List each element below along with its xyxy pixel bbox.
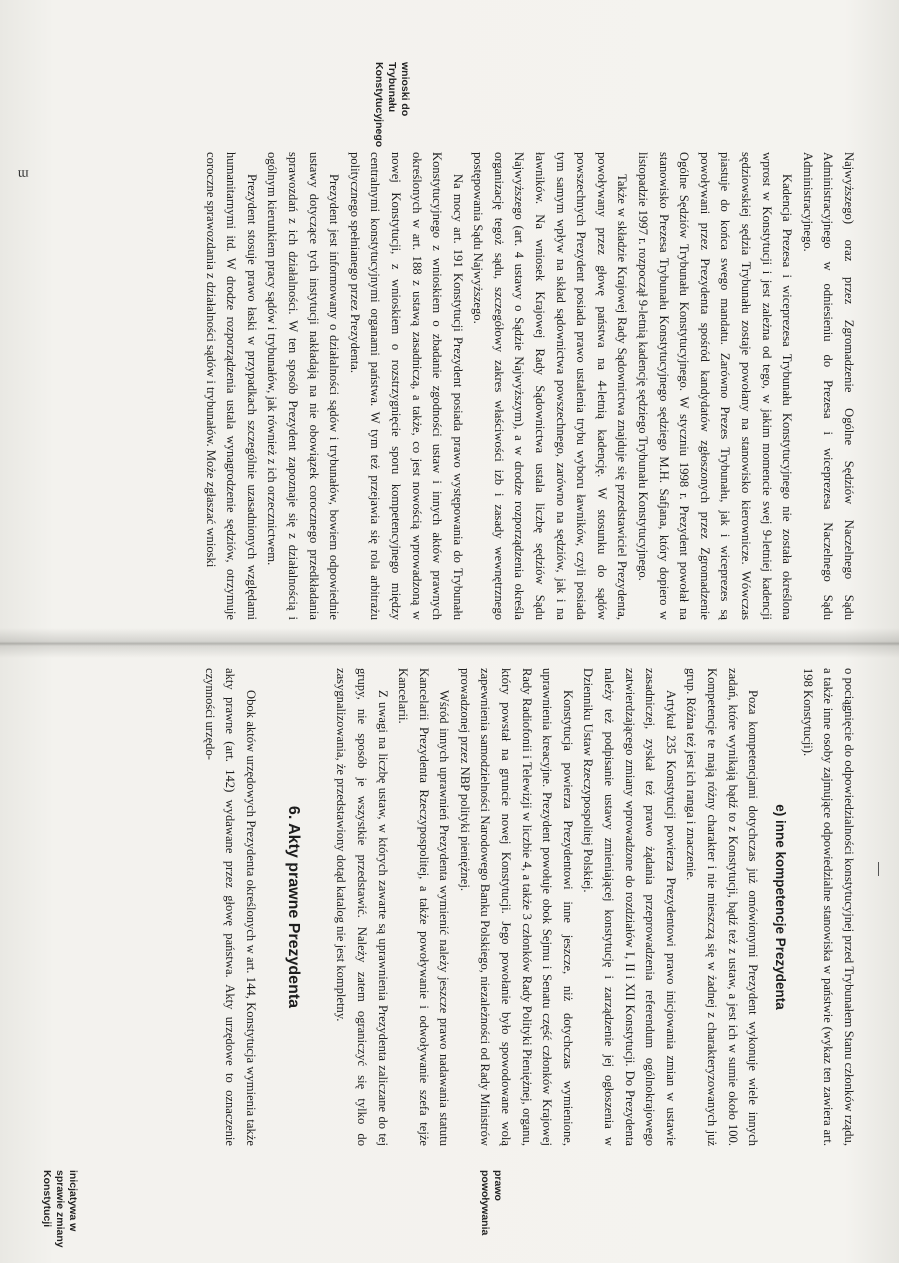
- left-paragraph-1: Najwyższego) oraz przez Zgromadzenie Ogólne Sędziów Naczelnego Sądu Administracyjnego w odniesieniu do Prezesa i wiceprezesa Naczelnego Sądu Administracyjnego.: [800, 152, 856, 620]
- section-e-paragraph-5: Z uwagi na liczbę ustaw, w których zawarte są uprawnienia Prezydenta zaliczane do tej grupy, nie sposób je wszystkie przedstawić. Należy zatem ograniczyć się tylko do zasygnalizowania, że przedstawiony dotąd katalog nie jest kompletny.: [334, 668, 390, 1146]
- section-6-heading: 6. Akty prawne Prezydenta: [284, 805, 302, 1009]
- section-e-paragraph-3: Konstytucja powierza Prezydentowi inne jeszcze, niż dotychczas wymienione, uprawnienia kreacyjne. Prezydent powołuje obok Sejmu i Senatu część członków Krajowej Rady Radiofonii i Telewizji w liczbie 4, a także 3 członków Rady Polityki Pieniężnej, organu, który powstał na gruncie nowej Konstytucji. Jego powołanie było spowodowane wolą zapewnienia samodzielności Narodowego Banku Polskiego, niezależności od Rady Ministrów prowadzonej przez NBP polityki pieniężnej.: [457, 668, 575, 1146]
- book-binding-shadow: [0, 628, 899, 658]
- margin-note-inicjatywa: inicjatywa w sprawie zmiany Konstytucji: [41, 1170, 79, 1248]
- left-paragraph-6: Prezydent stosuje prawo łaski w przypadkach szczególnie uzasadnionych względami humanitarnymi itd. W drodze rozporządzenia ustala wynagrodzenie sędziów, otrzymuje coroczne sprawozdania z działalności sądów i trybunałów. Może zgłaszać wnioski: [203, 152, 259, 620]
- right-page-text: [199, 668, 859, 1146]
- right-intro-paragraph: o pociągnięcie do odpowiedzialności konstytucyjnej przed Trybunałem Stanu członków rządu, a także inne osoby zajmujące odpowiedzialne stanowiska w państwie (wykaz ten zawiera art. 198 Konstytucji).: [800, 668, 856, 1146]
- section-e-paragraph-4: Wśród innych uprawnień Prezydenta wymienić należy jeszcze prawo nadawania statutu Kancelarii Prezydenta Rzeczypospolitej, a także powoływanie i odwoływanie szefa tejże Kancelarii.: [396, 668, 452, 1146]
- left-paragraph-5: Prezydent jest informowany o działalności sądów i trybunałów, bowiem odpowiednie ustawy dotyczące tych instytucji nakładają na nie obowiązek corocznego przedkładania sprawozdań z ich działalności. W ten sposób Prezydent zapoznaje się z działalnością i ogólnym kierunkiem pracy sądów i trybunałów, jak również z ich orzecznictwem.: [265, 152, 342, 620]
- page-corner-mark: ᴟ: [16, 170, 31, 178]
- left-page-text: [200, 152, 859, 620]
- left-paragraph-3: Także w składzie Krajowej Rady Sądownictwa znajduje się przedstawiciel Prezydenta, powoływany przez głowę państwa na 4-letnią kadencję. W stosunku do sądów powszechnych Prezydent posiada prawo ustalenia trybu wyboru ławników, czyli posiada tym samym wpływ na skład sądownictwa powszechnego, zarówno na sędziów, jak i na ławników. Na wniosek Krajowej Rady Sądownictwa ustala liczbę sędziów Sądu Najwyższego (art. 4 ustawy o Sądzie Najwyższym), a w drodze rozporządzenia określa organizację tegoż sądu, szczegółowy zakres właściwości izb i zasady wewnętrznego postępowania Sądu Najwyższego.: [471, 152, 630, 620]
- margin-note-trybunal: wnioski do Trybunału Konstytucyjnego: [373, 62, 411, 148]
- section-6-paragraph: Obok aktów urzędowych Prezydenta określonych w art. 144, Konstytucja wymienia także akty prawne (art. 142) wydawane przez głowę państwa. Akty urzędowe to oznaczenie czynności urzędo-: [202, 668, 258, 1146]
- corner-rule: [878, 862, 879, 876]
- section-e-paragraph-1: Poza kompetencjami dotychczas już omówionymi Prezydent wykonuje wiele innych zadań, które wynikają bądź to z Konstytucji, bądź też z ustaw, a jest ich w sumie około 100. Kompetencje te mają różny charakter i nie mieszczą się w żadnej z charakteryzowanych już grup. Różna też jest ich ranga i znaczenie.: [684, 668, 761, 1146]
- margin-note-powolywania: prawo powoływania: [479, 1170, 504, 1236]
- left-paragraph-2: Kadencja Prezesa i wiceprezesa Trybunału Konstytucyjnego nie została określona wprost w Konstytucji i jest zależna od tego, w jakim momencie swej 9-letniej kadencji sędziowskiej sędzia Trybunału zostaje powołany na stanowisko kierownicze. Wówczas piastuje do końca swego mandatu. Zarówno Prezes Trybunału, jak i wiceprezes są powoływani przez Prezydenta spośród kandydatów zgłoszonych przez Zgromadzenie Ogólne Sędziów Trybunału Konstytucyjnego. W styczniu 1998 r. Prezydent powołał na stanowisko Prezesa Trybunału Konstytucyjnego sędziego M.H. Safjana, który dopiero w listopadzie 1997 r. rozpoczął 9-letnią kadencję sędziego Trybunału Konstytucyjnego.: [636, 152, 795, 620]
- section-e-paragraph-2: Artykuł 235 Konstytucji powierza Prezydentowi prawo inicjowania zmian w ustawie zasadniczej, zyskał też prawo żądania przeprowadzenia referendum ogólnokrajowego zatwierdzającego zmiany wprowadzone do rozdziałów I, II i XII Konstytucji. Do Prezydenta należy też podpisanie ustawy zmieniającej konstytucję i zarządzenie jej ogłoszenia w Dzienniku Ustaw Rzeczypospolitej Polskiej.: [581, 668, 678, 1146]
- left-paragraph-4: Na mocy art. 191 Konstytucji Prezydent posiada prawo występowania do Trybunału Konstytucyjnego z wnioskiem o zbadanie zgodności ustaw i innych aktów prawnych określonych w art. 188 z ustawą zasadniczą, a także, co jest nowością wprowadzoną w nowej Konstytucji, z wnioskiem o rozstrzygnięcie sporu kompetencyjnego między centralnymi konstytucyjnymi organami państwa. W tym też przejawia się rola arbitrażu politycznego spełnianego przez Prezydenta.: [347, 152, 465, 620]
- section-e-heading: e) inne kompetencje Prezydenta: [773, 804, 789, 1010]
